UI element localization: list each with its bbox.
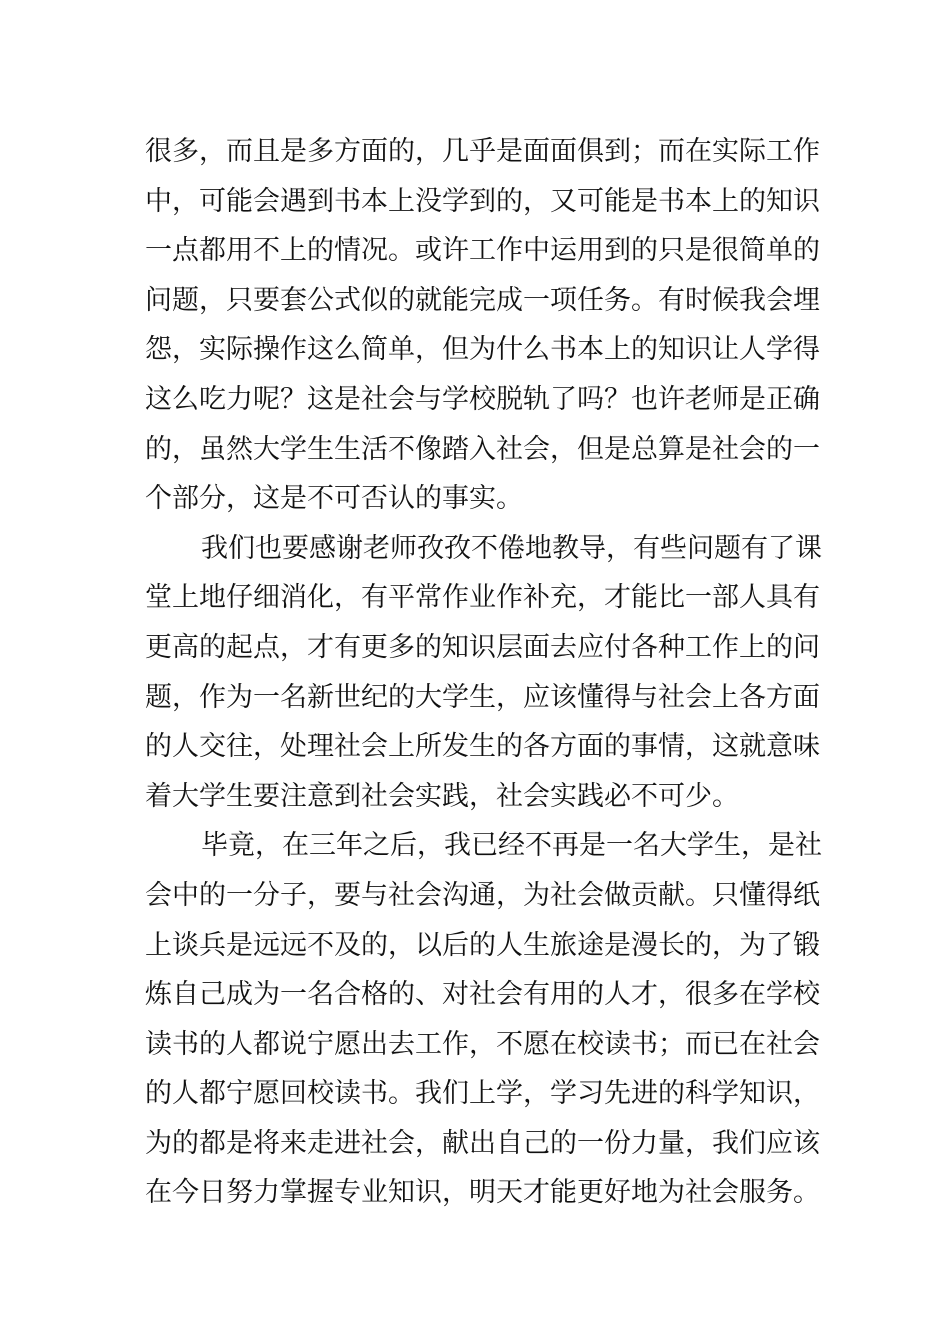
text-line: 一点都用不上的情况。或许工作中运用到的只是很简单的: [145, 235, 820, 267]
text-line: 在今日努力掌握专业知识，明天才能更好地为社会服务。: [145, 1177, 820, 1209]
body-text: [145, 127, 822, 1218]
paragraph-2: [145, 524, 822, 822]
paragraph-3: [145, 821, 822, 1218]
text-line: 怨，实际操作这么简单，但为什么书本上的知识让人学得: [145, 334, 820, 366]
text-line: 我们也要感谢老师孜孜不倦地教导，有些问题有了课: [201, 532, 822, 564]
text-line: 问题，只要套公式似的就能完成一项任务。有时候我会埋: [145, 284, 820, 316]
text-line: 堂上地仔细消化，有平常作业作补充，才能比一部人具有: [145, 582, 820, 614]
text-line: 上谈兵是远远不及的，以后的人生旅途是漫长的，为了锻: [145, 929, 820, 961]
text-line: 炼自己成为一名合格的、对社会有用的人才，很多在学校: [145, 979, 820, 1011]
text-line: 更高的起点，才有更多的知识层面去应付各种工作上的问: [145, 631, 820, 663]
text-line: 很多，而且是多方面的，几乎是面面俱到；而在实际工作: [145, 136, 820, 167]
paragraph-1: [145, 127, 820, 524]
text-line: 中，可能会遇到书本上没学到的，又可能是书本上的知识: [145, 185, 820, 217]
text-line: 着大学生要注意到社会实践，社会实践必不可少。: [145, 780, 739, 812]
text-line: 题，作为一名新世纪的大学生，应该懂得与社会上各方面: [145, 681, 820, 713]
text-line: 会中的一分子，要与社会沟通，为社会做贡献。只懂得纸: [145, 879, 820, 911]
text-line: 毕竟，在三年之后，我已经不再是一名大学生，是社: [201, 830, 822, 862]
text-line: 个部分，这是不可否认的事实。: [145, 483, 523, 515]
text-line: 为的都是将来走进社会，献出自己的一份力量，我们应该: [145, 1127, 820, 1159]
text-line: 这么吃力呢？这是社会与学校脱轨了吗？也许老师是正确: [145, 383, 820, 415]
text-line: 的人交往，处理社会上所发生的各方面的事情，这就意味: [145, 731, 820, 763]
text-line: 的人都宁愿回校读书。我们上学，学习先进的科学知识，: [145, 1078, 820, 1110]
text-line: 的，虽然大学生生活不像踏入社会，但是总算是社会的一: [145, 433, 820, 465]
text-line: 读书的人都说宁愿出去工作，不愿在校读书；而已在社会: [145, 1028, 820, 1060]
